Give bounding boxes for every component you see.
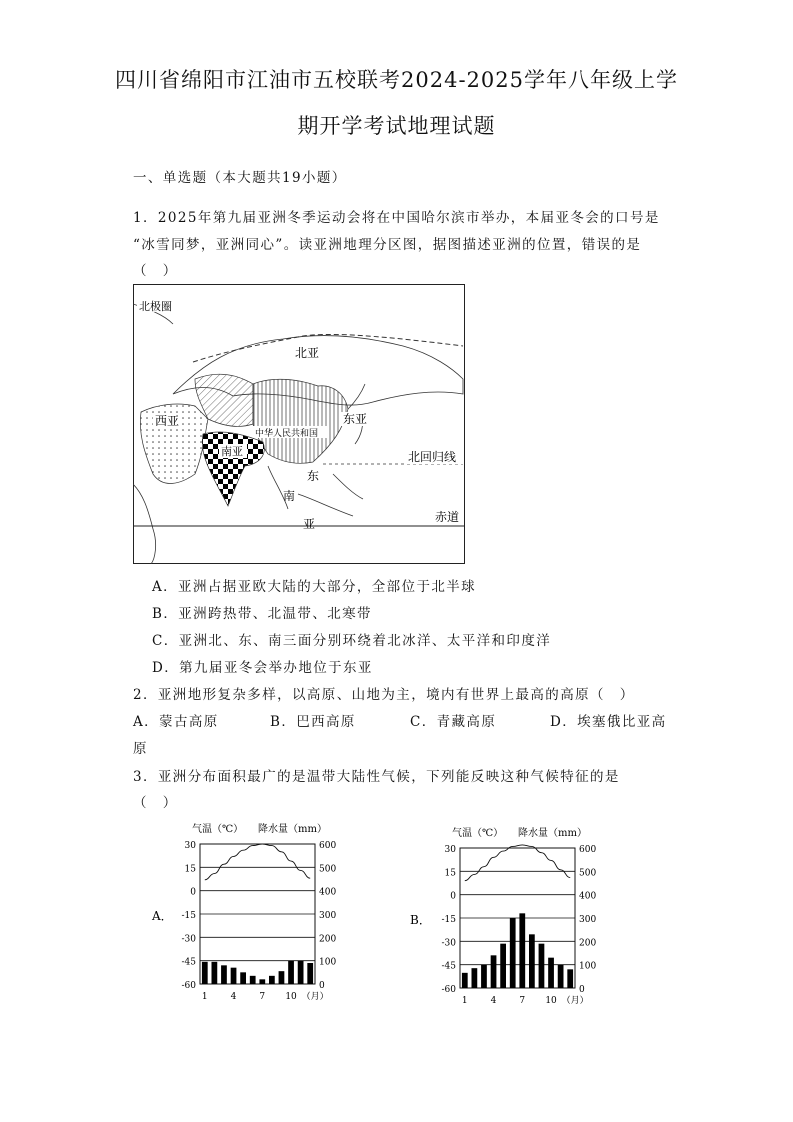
q3-text: 3．亚洲分布面积最广的是温带大陆性气候，下列能反映这种气候特征的是 — [133, 769, 620, 785]
temp-tick-label: -15 — [441, 915, 456, 925]
precip-bar — [250, 976, 256, 984]
precip-bar — [259, 979, 265, 984]
q2-option-a[interactable]: A．蒙古高原 — [133, 714, 219, 730]
q2-option-c[interactable]: C．青藏高原 — [410, 714, 497, 730]
precip-tick-label: 300 — [319, 911, 337, 921]
precip-tick-label: 400 — [319, 887, 337, 898]
precip-bar — [539, 944, 545, 988]
precip-tick-label: 600 — [579, 845, 597, 855]
ylabel-left: 气温（℃） — [192, 824, 244, 835]
precip-bar — [221, 965, 227, 984]
temperature-curve — [205, 844, 310, 880]
q2-option-b[interactable]: B．巴西高原 — [270, 714, 356, 730]
x-tick-label: 10 — [545, 996, 557, 1006]
x-tick-label: 1 — [461, 996, 468, 1006]
precip-bar — [510, 918, 516, 988]
precip-bar — [212, 962, 218, 984]
precip-bar — [202, 962, 208, 984]
document-title-line2: 期开学考试地理试题 — [297, 114, 496, 138]
precip-bar — [462, 973, 468, 988]
temp-tick-label: -30 — [181, 934, 196, 945]
q1-option-b[interactable]: B．亚洲跨热带、北温带、北寒带 — [152, 606, 372, 622]
temp-tick-label: -45 — [181, 957, 196, 968]
x-unit-label: （月） — [301, 992, 329, 1002]
map-label-southeast-3: 亚 — [303, 517, 316, 531]
temp-tick-label: -60 — [181, 981, 196, 991]
chart-letter: B． — [410, 913, 431, 927]
precip-bar — [240, 972, 246, 984]
precip-bar — [567, 969, 573, 988]
precip-tick-label: 600 — [319, 841, 337, 851]
precip-bar — [558, 965, 564, 988]
precip-bar — [231, 968, 237, 984]
precip-tick-label: 300 — [579, 915, 597, 925]
ylabel-left: 气温（℃） — [452, 828, 504, 839]
map-label-arctic: 北极圈 — [139, 300, 172, 313]
x-tick-label: 7 — [519, 996, 526, 1006]
precip-tick-label: 100 — [579, 961, 597, 972]
precip-bar — [548, 958, 554, 988]
precip-bar — [481, 965, 487, 988]
precip-tick-label: 200 — [579, 938, 597, 949]
q1-text-line2: “冰雪同梦，亚洲同心”。读亚洲地理分区图，据图描述亚洲的位置，错误的是 — [133, 237, 642, 253]
temp-tick-label: 15 — [444, 868, 456, 879]
x-tick-label: 4 — [230, 992, 237, 1002]
q1-text-line1: 1．2025年第九届亚洲冬季运动会将在中国哈尔滨市举办，本届亚冬会的口号是 — [133, 210, 660, 226]
temp-tick-label: 0 — [450, 891, 456, 902]
temp-tick-label: -60 — [441, 985, 456, 995]
map-label-southeast-1: 东 — [307, 469, 320, 483]
ylabel-right: 降水量（mm） — [518, 828, 587, 839]
precip-tick-label: 100 — [319, 957, 337, 968]
x-tick-label: 10 — [285, 992, 297, 1002]
temp-tick-label: -15 — [181, 911, 196, 921]
chart-letter: A． — [152, 909, 173, 923]
temp-tick-label: 30 — [184, 841, 196, 851]
x-tick-label: 4 — [490, 996, 497, 1006]
ylabel-right: 降水量（mm） — [258, 824, 327, 835]
precip-bar — [269, 976, 275, 984]
precip-tick-label: 0 — [319, 981, 325, 991]
precip-tick-label: 500 — [319, 864, 337, 875]
q2-text: 2．亚洲地形复杂多样，以高原、山地为主，境内有世界上最高的高原（ ） — [133, 687, 635, 703]
q2-option-d-wrap: 原 — [133, 741, 148, 757]
temp-tick-label: -30 — [441, 938, 456, 949]
temperature-curve — [465, 845, 570, 881]
document-title-line1: 四川省绵阳市江油市五校联考2024-2025学年八年级上学 — [115, 68, 678, 92]
precip-bar — [491, 955, 497, 988]
q1-option-a[interactable]: A．亚洲占据亚欧大陆的大部分，全部位于北半球 — [152, 579, 477, 595]
x-tick-label: 7 — [259, 992, 266, 1002]
precip-tick-label: 200 — [319, 934, 337, 945]
q3-paren: （ ） — [133, 795, 178, 811]
x-unit-label: （月） — [561, 996, 589, 1006]
q1-paren: （ ） — [133, 263, 178, 279]
q1-option-d[interactable]: D．第九届亚冬会举办地位于东亚 — [152, 660, 373, 676]
precip-bar — [519, 913, 525, 988]
temp-tick-label: 30 — [444, 845, 456, 855]
section-heading: 一、单选题（本大题共19小题） — [133, 170, 347, 186]
map-label-equator: 赤道 — [435, 510, 460, 524]
asia-region-map — [133, 284, 465, 564]
climate-chart-a[interactable] — [140, 818, 360, 1008]
precip-bar — [472, 968, 478, 988]
precip-tick-label: 400 — [579, 891, 597, 902]
map-label-east-asia: 东亚 — [343, 412, 368, 426]
map-label-west-asia: 西亚 — [155, 414, 180, 428]
precip-tick-label: 500 — [579, 868, 597, 879]
temp-tick-label: -45 — [441, 961, 456, 972]
map-label-tropic: 北回归线 — [408, 450, 457, 464]
x-tick-label: 1 — [201, 992, 208, 1002]
precip-bar — [500, 944, 506, 988]
precip-bar — [529, 934, 535, 988]
q1-option-c[interactable]: C．亚洲北、东、南三面分别环绕着北冰洋、太平洋和印度洋 — [152, 633, 552, 649]
map-label-south-asia: 南亚 — [221, 445, 243, 458]
precip-bar — [288, 961, 294, 984]
q2-option-d[interactable]: D．埃塞俄比亚高 — [550, 714, 667, 730]
temp-tick-label: 0 — [190, 887, 196, 898]
precip-bar — [307, 963, 313, 984]
climate-chart-b[interactable] — [400, 822, 620, 1012]
temp-tick-label: 15 — [184, 864, 196, 875]
precip-tick-label: 0 — [579, 985, 585, 995]
map-label-north-asia: 北亚 — [295, 346, 320, 360]
map-label-china: 中华人民共和国 — [255, 429, 319, 439]
precip-bar — [279, 971, 285, 984]
precip-bar — [298, 961, 304, 984]
map-label-southeast-2: 南 — [283, 489, 296, 503]
